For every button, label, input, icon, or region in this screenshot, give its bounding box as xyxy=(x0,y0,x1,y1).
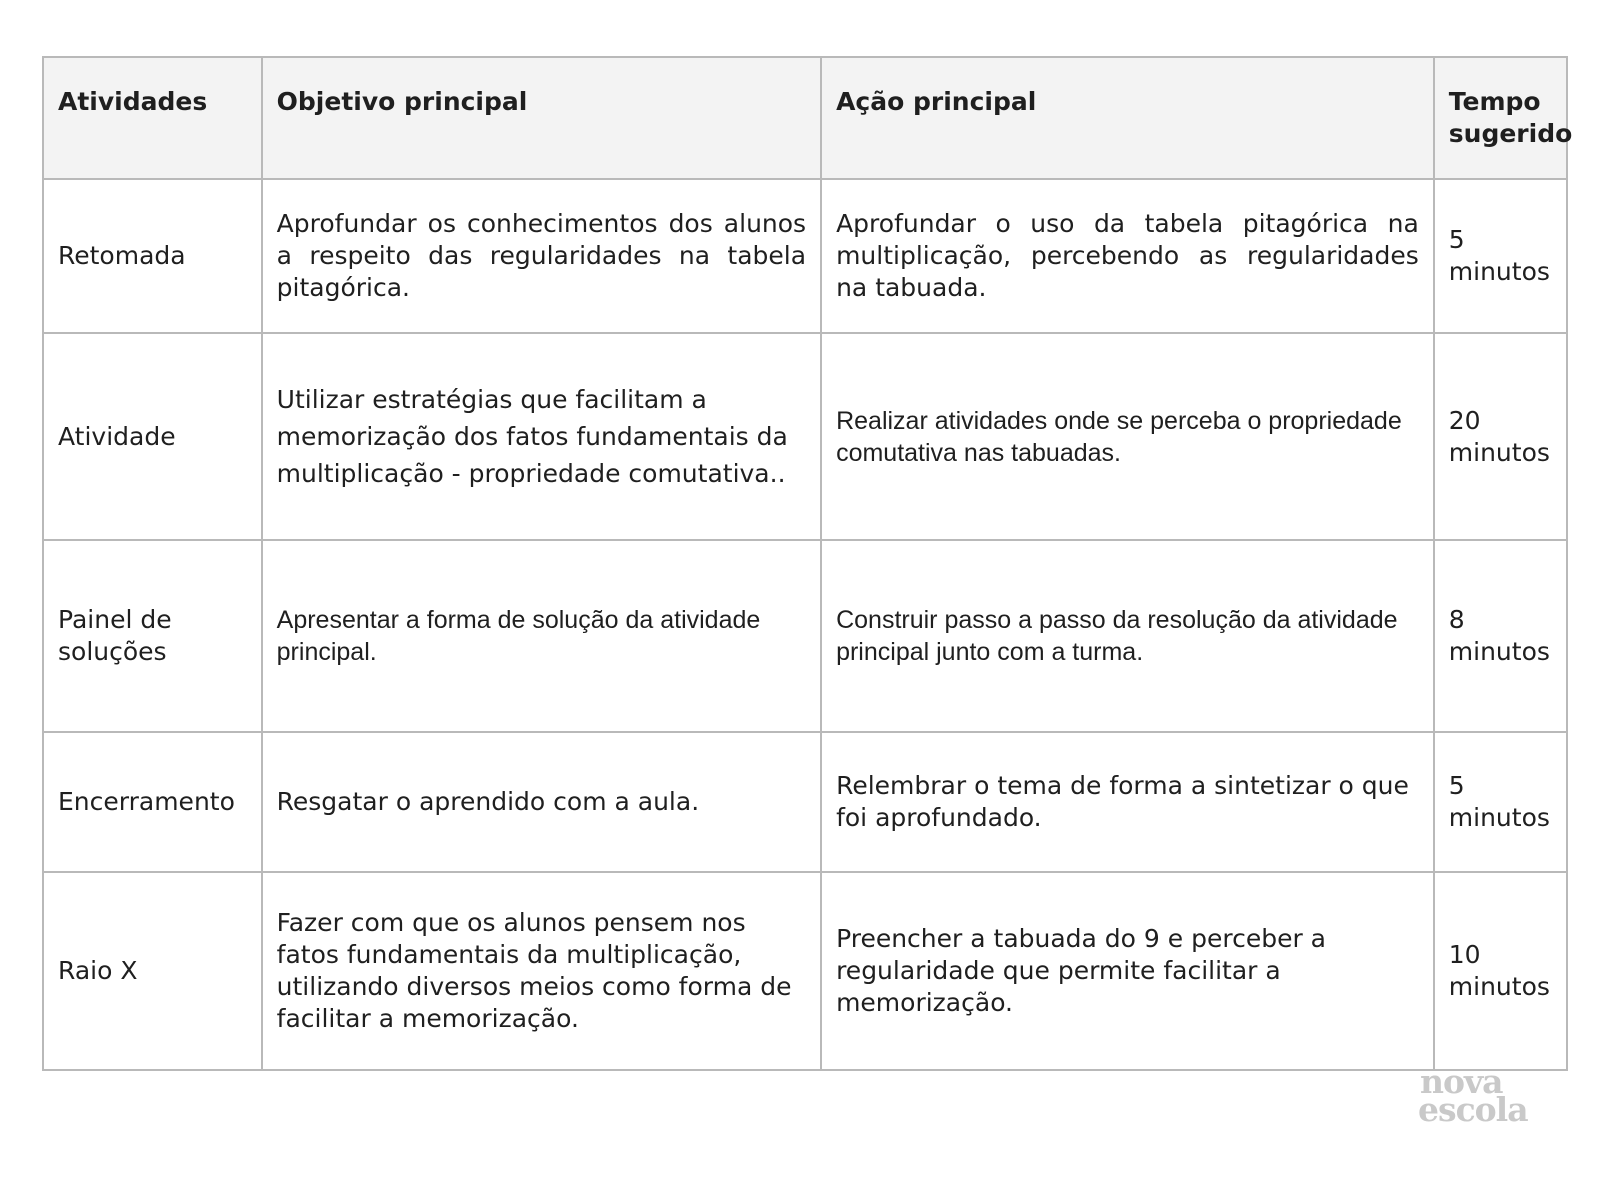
cell-objetivo: Fazer com que os alunos pensem nos fatos fundamentais da multiplicação, utilizando diversos meios como forma de facilitar a memorização. xyxy=(262,872,821,1070)
logo-line-nova: nova xyxy=(1420,1062,1503,1101)
cell-atividade: Retomada xyxy=(43,179,262,333)
cell-tempo: 20 minutos xyxy=(1434,333,1567,540)
table-row xyxy=(43,540,1567,732)
cell-acao: Realizar atividades onde se perceba o propriedade comutativa nas tabuadas. xyxy=(821,333,1434,540)
cell-tempo: 5 minutos xyxy=(1434,179,1567,333)
cell-atividade: Encerramento xyxy=(43,732,262,872)
cell-acao: Construir passo a passo da resolução da atividade principal junto com a turma. xyxy=(821,540,1434,732)
cell-objetivo: Utilizar estratégias que facilitam a memorização dos fatos fundamentais da multiplicação - propriedade comutativa.. xyxy=(262,333,821,540)
header-row xyxy=(43,57,1567,179)
cell-atividade: Painel de soluções xyxy=(43,540,262,732)
cell-objetivo: Aprofundar os conhecimentos dos alunos a respeito das regularidades na tabela pitagórica. xyxy=(262,179,821,333)
header-objetivo: Objetivo principal xyxy=(262,57,821,179)
table-row xyxy=(43,179,1567,333)
table-row xyxy=(43,333,1567,540)
cell-acao: Preencher a tabuada do 9 e perceber a regularidade que permite facilitar a memorização. xyxy=(821,872,1434,1070)
cell-objetivo: Resgatar o aprendido com a aula. xyxy=(262,732,821,872)
table-header xyxy=(43,57,1573,179)
lesson-plan-table xyxy=(42,56,1573,1071)
header-acao: Ação principal xyxy=(821,57,1434,179)
cell-tempo: 8 minutos xyxy=(1434,540,1567,732)
logo-line-escola: escola xyxy=(1418,1090,1528,1129)
cell-acao: Relembrar o tema de forma a sintetizar o que foi aprofundado. xyxy=(821,732,1434,872)
cell-objetivo: Apresentar a forma de solução da atividade principal. xyxy=(262,540,821,732)
nova-escola-logo xyxy=(1418,1062,1528,1129)
cell-atividade: Raio X xyxy=(43,872,262,1070)
cell-acao: Aprofundar o uso da tabela pitagórica na multiplicação, percebendo as regularidades na tabuada. xyxy=(821,179,1434,333)
table-body xyxy=(43,179,1567,1070)
cell-tempo: 5 minutos xyxy=(1434,732,1567,872)
cell-atividade: Atividade xyxy=(43,333,262,540)
header-tempo: Tempo sugerido xyxy=(1434,57,1567,179)
header-atividades: Atividades xyxy=(43,57,262,179)
table-row xyxy=(43,732,1567,872)
cell-tempo: 10 minutos xyxy=(1434,872,1567,1070)
table-row xyxy=(43,872,1567,1070)
